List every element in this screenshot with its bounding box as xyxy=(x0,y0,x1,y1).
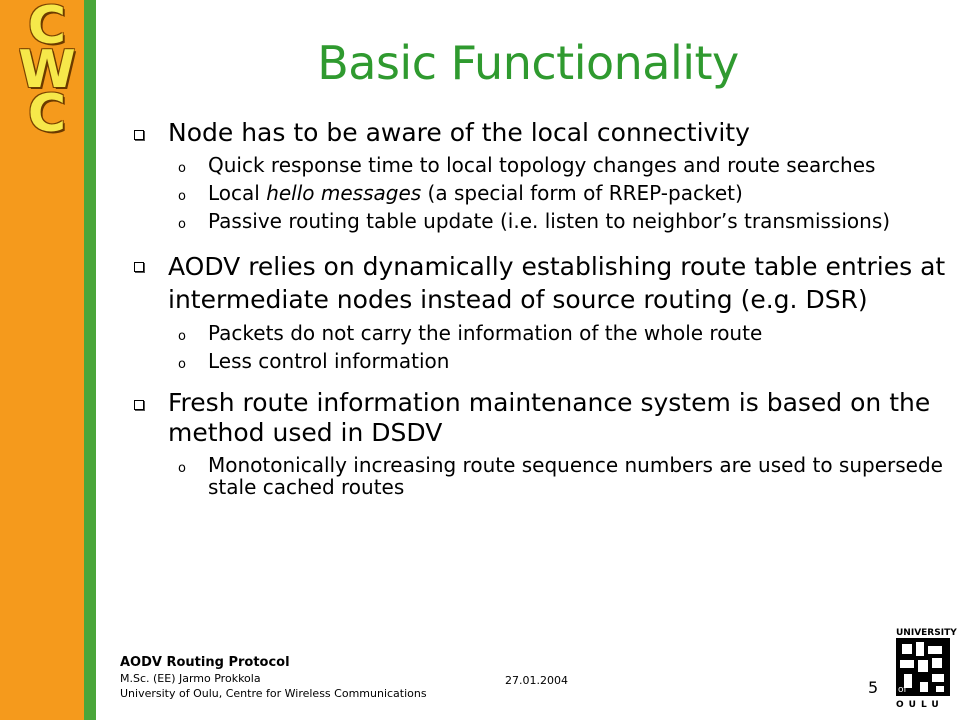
left-green-bar xyxy=(84,0,96,720)
sub-bullet-text: Packets do not carry the information of the whole route xyxy=(208,321,763,345)
sub-bullet-item xyxy=(128,182,948,204)
university-logo xyxy=(896,628,957,710)
cwc-logo xyxy=(12,0,82,144)
square-bullet-icon xyxy=(134,130,144,140)
sub-bullet-text: Passive routing table update (i.e. listen to neighbor’s transmissions) xyxy=(208,209,891,233)
sub-bullet-text: Quick response time to local topology changes and route searches xyxy=(208,153,876,177)
university-logo-top-text: UNIVERSITY xyxy=(896,628,957,638)
square-bullet-icon xyxy=(134,262,144,272)
page-number: 5 xyxy=(868,678,879,697)
bullet-text: Fresh route information maintenance system is based on the method used in DSDV xyxy=(168,388,931,447)
logo-letter-c2: C xyxy=(27,84,67,144)
circle-bullet-icon: o xyxy=(178,189,186,204)
sub-bullet-text-hello: Local hello messages (a special form of RREP-packet) xyxy=(208,181,743,205)
sub-bullet-item xyxy=(128,322,948,344)
bullet-item xyxy=(128,250,948,316)
sub-bullet-text: Less control information xyxy=(208,349,450,373)
footer-date: 27.01.2004 xyxy=(505,674,568,687)
sub-bullet-text: Monotonically increasing route sequence numbers are used to supersede stale cached routes xyxy=(208,453,943,499)
logo-letter-w: W xyxy=(18,40,76,100)
bullet-text: Node has to be aware of the local connectivity xyxy=(168,118,750,147)
university-logo-bottom-text: OULU xyxy=(896,700,944,710)
footer xyxy=(120,655,427,701)
bullet-item xyxy=(128,388,948,448)
university-emblem-icon xyxy=(896,638,950,696)
circle-bullet-icon: o xyxy=(178,217,186,232)
bullet-text: AODV relies on dynamically establishing route table entries at intermediate nodes instead of source routing (e.g. DSR) xyxy=(168,252,946,314)
slide-content xyxy=(128,118,948,498)
sub-bullet-item xyxy=(128,350,948,372)
slide-title: Basic Functionality xyxy=(317,36,739,90)
circle-bullet-icon: o xyxy=(178,329,186,344)
circle-bullet-icon: o xyxy=(178,161,186,176)
circle-bullet-icon: o xyxy=(178,461,186,476)
logo-letter-c1: C xyxy=(27,0,67,56)
sub-bullet-item xyxy=(128,210,948,232)
footer-affiliation: University of Oulu, Centre for Wireless Communications xyxy=(120,687,427,700)
square-bullet-icon xyxy=(134,400,144,410)
university-logo-of-text: of xyxy=(898,685,907,695)
footer-author: M.Sc. (EE) Jarmo Prokkola xyxy=(120,672,261,685)
sub-bullet-item xyxy=(128,454,948,498)
sub-bullet-item xyxy=(128,154,948,176)
circle-bullet-icon: o xyxy=(178,357,186,372)
bullet-item xyxy=(128,118,948,148)
footer-title: AODV Routing Protocol xyxy=(120,655,290,670)
